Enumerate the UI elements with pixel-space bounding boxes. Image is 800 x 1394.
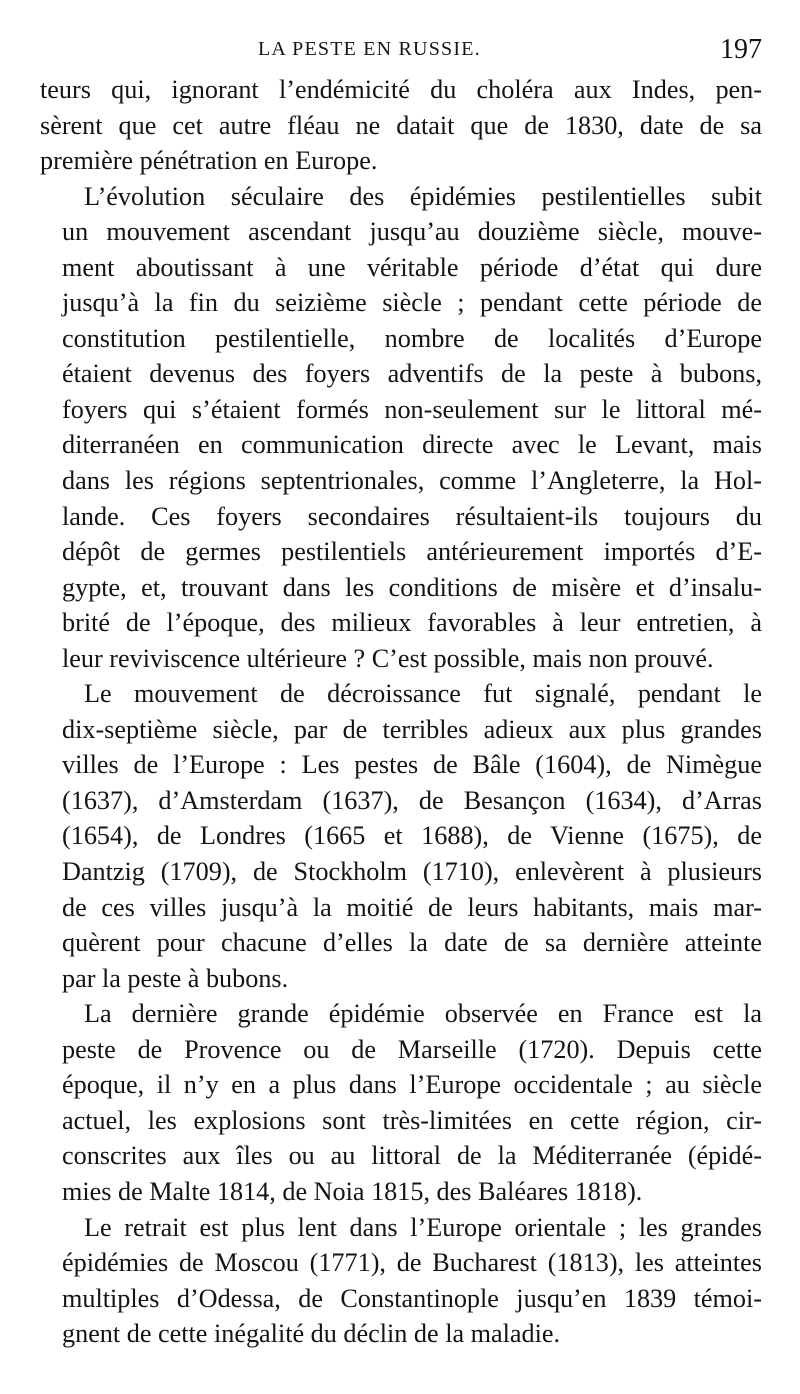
text-line: épidémies de Moscou (1771), de Bucharest (1813), les atteintes <box>62 1248 762 1278</box>
text-line: teurs qui, ignorant l’endémicité du choléra aux Indes, pen- <box>40 75 762 104</box>
text-line: dix-septième siècle, par de terribles adieux aux plus grandes <box>62 714 762 744</box>
text-line: conscrites aux îles ou au littoral de la Méditerranée (épidé- <box>62 1141 762 1171</box>
text-line: Le mouvement de décroissance fut signalé, pendant le <box>84 679 762 709</box>
running-title: LA PESTE EN RUSSIE. <box>258 38 481 60</box>
paragraph <box>40 996 762 1209</box>
text-line: première pénétration en Europe. <box>40 146 378 176</box>
text-line: jusqu’à la fin du seizième siècle ; pendant cette période de <box>62 288 762 318</box>
page-header <box>0 28 800 68</box>
text-line: multiples d’Odessa, de Constantinople jusqu’en 1839 témoi- <box>62 1283 762 1313</box>
text-line: de ces villes jusqu’à la moitié de leurs habitants, mais mar- <box>62 892 762 922</box>
text-line: actuel, les explosions sont très-limitées en cette région, cir- <box>62 1105 762 1135</box>
paragraph <box>40 179 762 677</box>
paragraph <box>40 1210 762 1352</box>
text-line: diterranéen en communication directe avec le Levant, mais <box>62 430 762 460</box>
text-line: villes de l’Europe : Les pestes de Bâle (1604), de Nimègue <box>62 750 762 780</box>
text-line: leur reviviscence ultérieure ? C’est possible, mais non prouvé. <box>62 643 714 673</box>
text-line: étaient devenus des foyers adventifs de la peste à bubons, <box>62 359 762 389</box>
text-line: La dernière grande épidémie observée en France est la <box>84 999 762 1029</box>
text-line: L’évolution séculaire des épidémies pestilentielles subit <box>84 181 762 211</box>
text-line: sèrent que cet autre fléau ne datait que de 1830, date de sa <box>40 110 762 140</box>
text-line: mies de Malte 1814, de Noia 1815, des Baléares 1818). <box>62 1176 643 1206</box>
text-line: peste de Provence ou de Marseille (1720). Depuis cette <box>62 1034 762 1064</box>
text-line: foyers qui s’étaient formés non-seulement sur le littoral mé- <box>62 394 762 424</box>
text-line: ment aboutissant à une véritable période d’état qui dure <box>62 252 762 282</box>
text-line: gnent de cette inégalité du déclin de la maladie. <box>62 1319 561 1349</box>
text-line: dans les régions septentrionales, comme l’Angleterre, la Hol- <box>62 466 762 496</box>
text-line: gypte, et, trouvant dans les conditions de misère et d’insalu- <box>62 572 762 602</box>
paragraph <box>40 676 762 996</box>
page-number: 197 <box>720 34 762 65</box>
text-line: un mouvement ascendant jusqu’au douzième siècle, mouve- <box>62 217 762 247</box>
text-line: dépôt de germes pestilentiels antérieurement importés d’E- <box>62 537 762 567</box>
text-line: (1637), d’Amsterdam (1637), de Besançon (1634), d’Arras <box>62 785 762 815</box>
text-line: Dantzig (1709), de Stockholm (1710), enlevèrent à plusieurs <box>62 857 762 887</box>
text-line: quèrent pour chacune d’elles la date de sa dernière atteinte <box>62 928 762 958</box>
text-line: par la peste à bubons. <box>62 963 289 993</box>
body-text <box>40 72 762 1352</box>
text-line: lande. Ces foyers secondaires résultaient-ils toujours du <box>62 501 762 531</box>
text-line: brité de l’époque, des milieux favorables à leur entretien, à <box>62 608 762 638</box>
paragraph <box>40 72 762 179</box>
text-line: constitution pestilentielle, nombre de localités d’Europe <box>62 323 762 353</box>
text-line: Le retrait est plus lent dans l’Europe orientale ; les grandes <box>84 1212 762 1242</box>
text-line: époque, il n’y en a plus dans l’Europe occidentale ; au siècle <box>62 1070 762 1100</box>
text-line: (1654), de Londres (1665 et 1688), de Vienne (1675), de <box>62 821 762 851</box>
